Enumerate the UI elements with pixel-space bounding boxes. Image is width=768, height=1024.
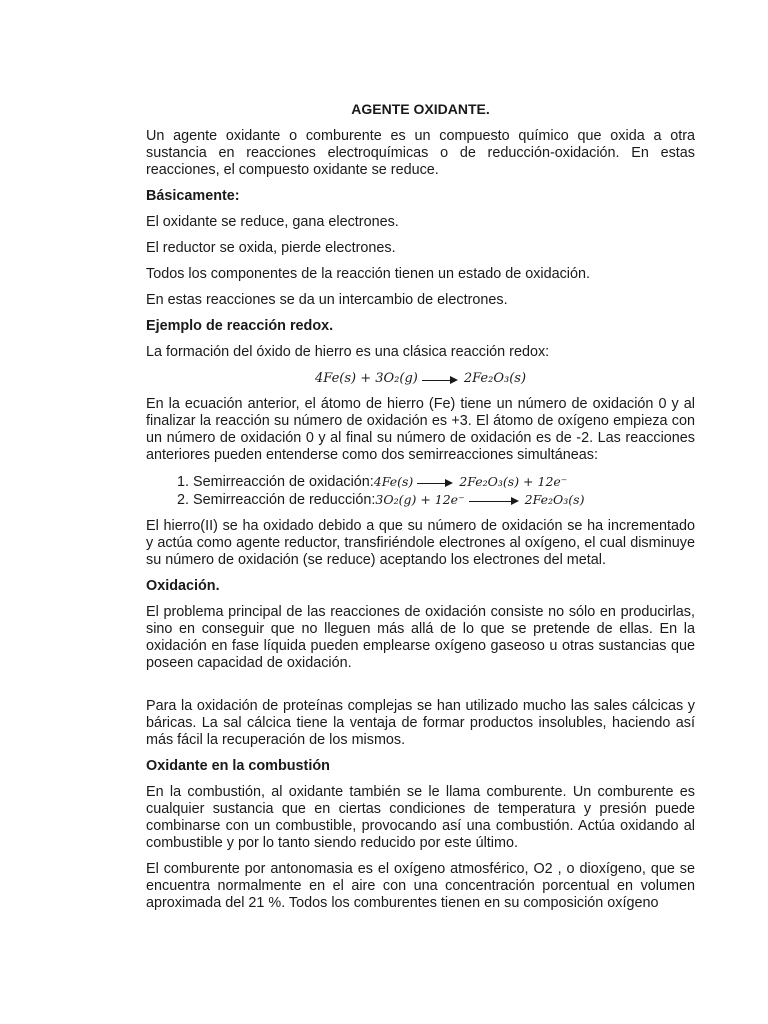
document-title: AGENTE OXIDANTE. — [351, 101, 490, 117]
iron-paragraph: El hierro(II) se ha oxidado debido a que su número de oxidación se ha incrementado y actúa como agente reductor, transfiriéndole electrones al oxígeno, el cual disminuye su número de oxidación (se reduce) aceptando los electrones del metal. — [146, 518, 695, 568]
redox-equation — [146, 370, 695, 387]
equation-explanation: En la ecuación anterior, el átomo de hierro (Fe) tiene un número de oxidación 0 y al finalizar la reacción su número de oxidación es +3. El átomo de oxígeno empieza con un número de oxidación 0 y al final su número de oxidación es de -2. Las reacciones anteriores pueden entenderse como dos semirreacciones simultáneas: — [146, 396, 695, 463]
half-reaction-reactants: 4Fe(s) — [373, 474, 414, 489]
half-reactions-list — [146, 473, 695, 509]
proteins-paragraph: Para la oxidación de proteínas complejas se han utilizado mucho las sales cálcicas y báricas. La sal cálcica tiene la ventaja de formar productos insolubles, haciendo así más fácil la recuperación de los mismos. — [146, 698, 695, 748]
reaction-arrow-icon — [469, 495, 519, 505]
combustion-heading: Oxidante en la combustión — [146, 758, 330, 774]
example-intro: La formación del óxido de hierro es una clásica reacción redox: — [146, 344, 550, 360]
equation-products: 2Fe₂O₃(s) — [463, 371, 527, 386]
reaction-arrow-icon — [422, 374, 458, 384]
combustion-paragraph: En la combustión, al oxidante también se le llama comburente. Un comburente es cualquier sustancia que en ciertas condiciones de temperatura y presión puede combinarse con un combustible, provocando así una combustión. Actúa oxidando al combustible y por lo tanto siendo reducido por este último. — [146, 784, 695, 851]
reaction-arrow-icon — [417, 477, 453, 487]
half-reaction-label: Semirreacción de oxidación: — [193, 474, 374, 490]
oxidation-paragraph: El problema principal de las reacciones de oxidación consiste no sólo en producirlas, sino en conseguir que no lleguen más allá de lo que se pretende de ellas. En la oxidación en fase líquida pueden emplearse oxígeno gaseoso u otras sustancias que poseen capacidad de oxidación. — [146, 604, 695, 671]
half-reaction-label: Semirreacción de reducción: — [193, 492, 376, 508]
half-reaction-products: 2Fe₂O₃(s) — [524, 492, 585, 507]
half-reaction-products: 2Fe₂O₃(s) + 12e⁻ — [459, 474, 568, 489]
basics-item-3: Todos los componentes de la reacción tienen un estado de oxidación. — [146, 266, 591, 282]
basics-heading: Básicamente: — [146, 188, 240, 204]
document-page — [146, 101, 695, 921]
blank-line — [146, 681, 695, 698]
basics-item-2: El reductor se oxida, pierde electrones. — [146, 240, 396, 256]
basics-item-4: En estas reacciones se da un intercambio de electrones. — [146, 292, 508, 308]
half-reaction-reduction — [193, 491, 695, 509]
equation-reactants: 4Fe(s) + 3O₂(g) — [314, 371, 418, 386]
comburente-paragraph: El comburente por antonomasia es el oxígeno atmosférico, O2 , o dioxígeno, que se encuentra normalmente en el aire con una concentración porcentual en volumen aproximada del 21 %. Todos los comburentes tienen en su composición oxígeno — [146, 861, 695, 911]
example-heading: Ejemplo de reacción redox. — [146, 318, 334, 334]
oxidation-heading: Oxidación. — [146, 578, 220, 594]
half-reaction-reactants: 3O₂(g) + 12e⁻ — [375, 492, 465, 507]
half-reaction-oxidation — [193, 473, 695, 491]
intro-paragraph: Un agente oxidante o comburente es un compuesto químico que oxida a otra sustancia en reacciones electroquímicas o de reducción-oxidación. En estas reacciones, el compuesto oxidante se reduce. — [146, 128, 695, 178]
basics-item-1: El oxidante se reduce, gana electrones. — [146, 214, 399, 230]
